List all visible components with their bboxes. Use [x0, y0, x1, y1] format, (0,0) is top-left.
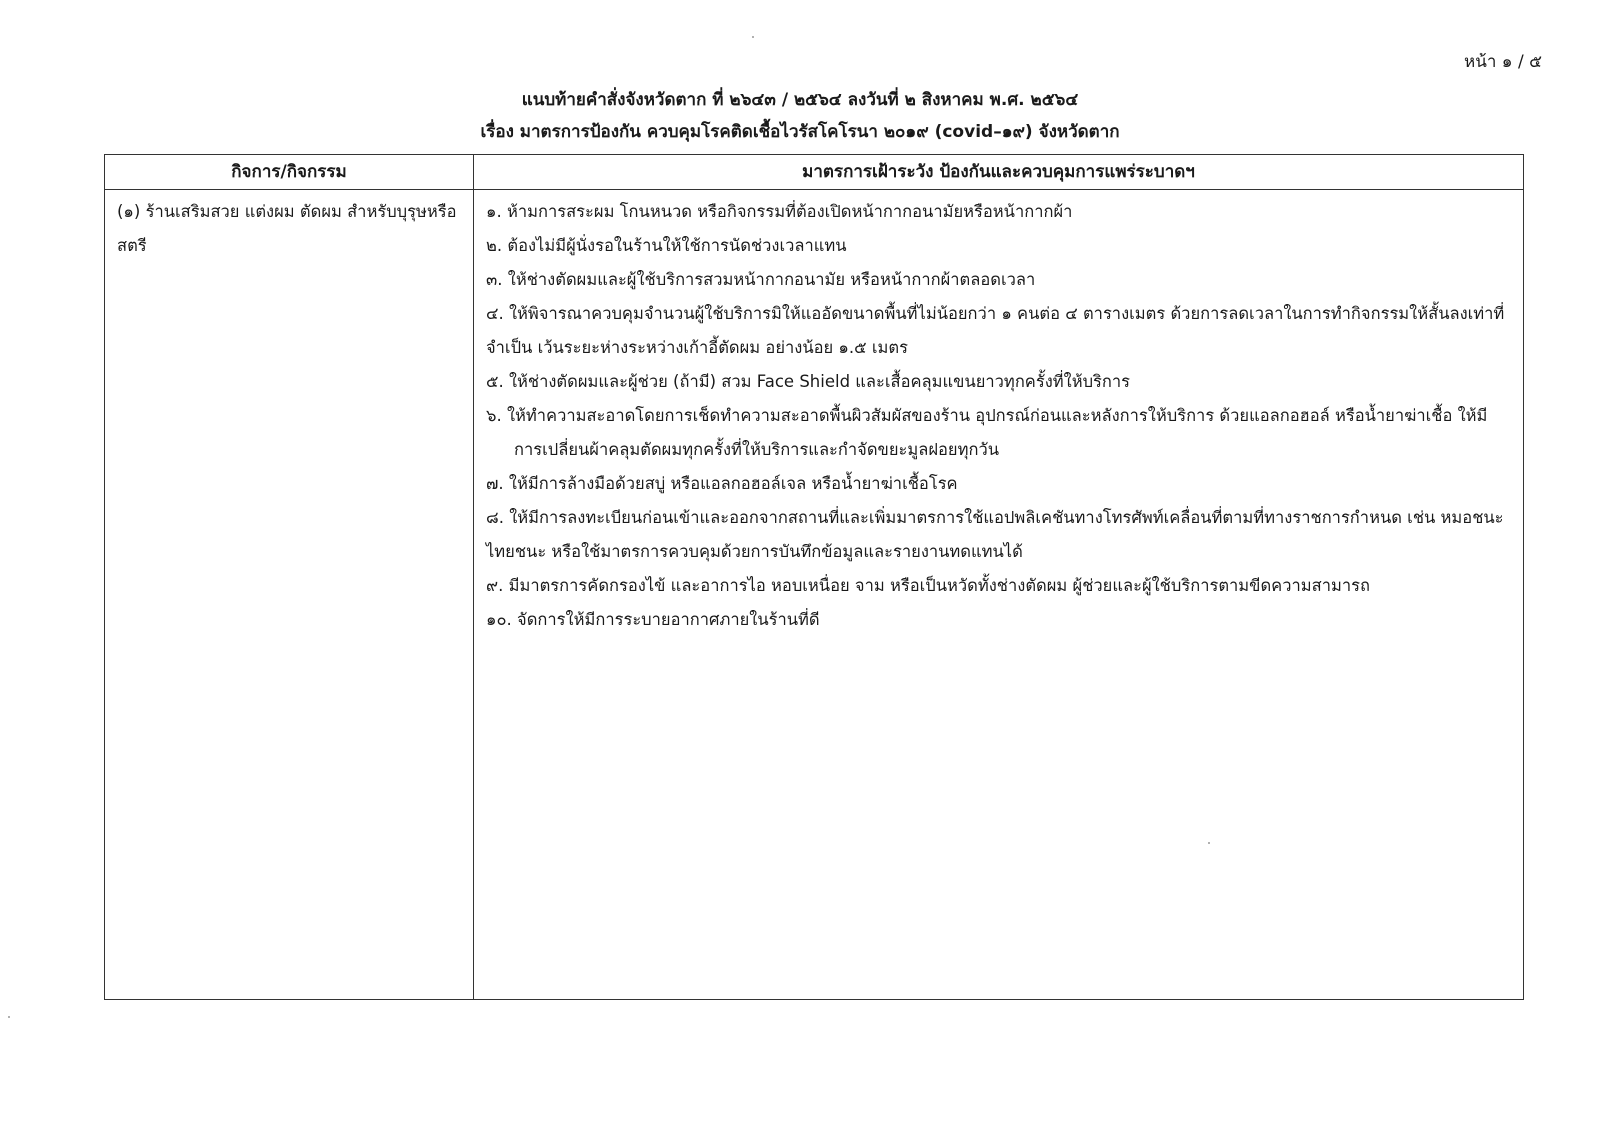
measures-cell — [486, 195, 1513, 637]
measure-item: ๕. ให้ช่างตัดผมและผู้ช่วย (ถ้ามี) สวม Face Shield และเสื้อคลุมแขนยาวทุกครั้งที่ให้บริการ — [486, 372, 1131, 391]
column-header-measures: มาตรการเฝ้าระวัง ป้องกันและควบคุมการแพร่ระบาดฯ — [802, 162, 1195, 182]
column-divider — [473, 155, 474, 999]
scan-speck — [8, 1016, 10, 1018]
measures-table — [104, 154, 1524, 1000]
document-subject: เรื่อง มาตรการป้องกัน ควบคุมโรคติดเชื้อไวรัสโคโรนา ๒๐๑๙ (covid–๑๙) จังหวัดตาก — [480, 122, 1120, 142]
page-number: หน้า ๑ / ๕ — [1464, 52, 1542, 72]
column-header-activity: กิจการ/กิจกรรม — [231, 162, 347, 182]
measure-item: ๔. ให้พิจารณาควบคุมจำนวนผู้ใช้บริการมิให้แออัดขนาดพื้นที่ไม่น้อยกว่า ๑ คนต่อ ๔ ตารางเมตร ด้วยการลดเวลาในการทำกิจกรรมให้สั้นลงเท่าที่จำเป็น เว้นระยะห่างระหว่างเก้าอี้ตัดผม อย่างน้อย ๑.๕ เมตร — [486, 304, 1505, 357]
activity-cell: (๑) ร้านเสริมสวย แต่งผม ตัดผม สำหรับบุรุษหรือสตรี — [117, 202, 457, 255]
measure-item: ๑. ห้ามการสระผม โกนหนวด หรือกิจกรรมที่ต้องเปิดหน้ากากอนามัยหรือหน้ากากผ้า — [486, 202, 1073, 221]
measure-item: ๓. ให้ช่างตัดผมและผู้ใช้บริการสวมหน้ากากอนามัย หรือหน้ากากผ้าตลอดเวลา — [486, 270, 1036, 289]
measure-item: ๒. ต้องไม่มีผู้นั่งรอในร้านให้ใช้การนัดช่วงเวลาแทน — [486, 236, 847, 255]
measure-item: ๙. มีมาตรการคัดกรองไข้ และอาการไอ หอบเหนื่อย จาม หรือเป็นหวัดทั้งช่างตัดผม ผู้ช่วยและผู้ใช้บริการตามขีดความสามารถ — [486, 576, 1370, 595]
measure-item: ๘. ให้มีการลงทะเบียนก่อนเข้าและออกจากสถานที่และเพิ่มมาตรการใช้แอปพลิเคชันทางโทรศัพท์เคลื่อนที่ตามที่ทางราชการกำหนด เช่น หมอชนะ ไทยชนะ หรือใช้มาตรการควบคุมด้วยการบันทึกข้อมูลและรายงานทดแทนได้ — [486, 508, 1504, 561]
measure-item: ๖. ให้ทำความสะอาดโดยการเช็ดทำความสะอาดพื้นผิวสัมผัสของร้าน อุปกรณ์ก่อนและหลังการให้บริการ ด้วยแอลกอฮอล์ หรือน้ำยาฆ่าเชื้อ ให้มีการเปลี่ยนผ้าคลุมตัดผมทุกครั้งที่ให้บริการและกำจัดขยะมูลฝอยทุกวัน — [486, 406, 1488, 459]
scan-speck — [1208, 842, 1210, 844]
order-reference: แนบท้ายคำสั่งจังหวัดตาก ที่ ๒๖๔๓ / ๒๕๖๔ ลงวันที่ ๒ สิงหาคม พ.ศ. ๒๕๖๔ — [521, 90, 1079, 110]
measure-item: ๑๐. จัดการให้มีการระบายอากาศภายในร้านที่ดี — [486, 610, 820, 629]
scan-speck — [752, 36, 754, 38]
measure-item: ๗. ให้มีการล้างมือด้วยสบู่ หรือแอลกอฮอล์เจล หรือน้ำยาฆ่าเชื้อโรค — [486, 474, 958, 493]
document-header — [0, 84, 1600, 148]
table-header-row — [105, 155, 1523, 190]
